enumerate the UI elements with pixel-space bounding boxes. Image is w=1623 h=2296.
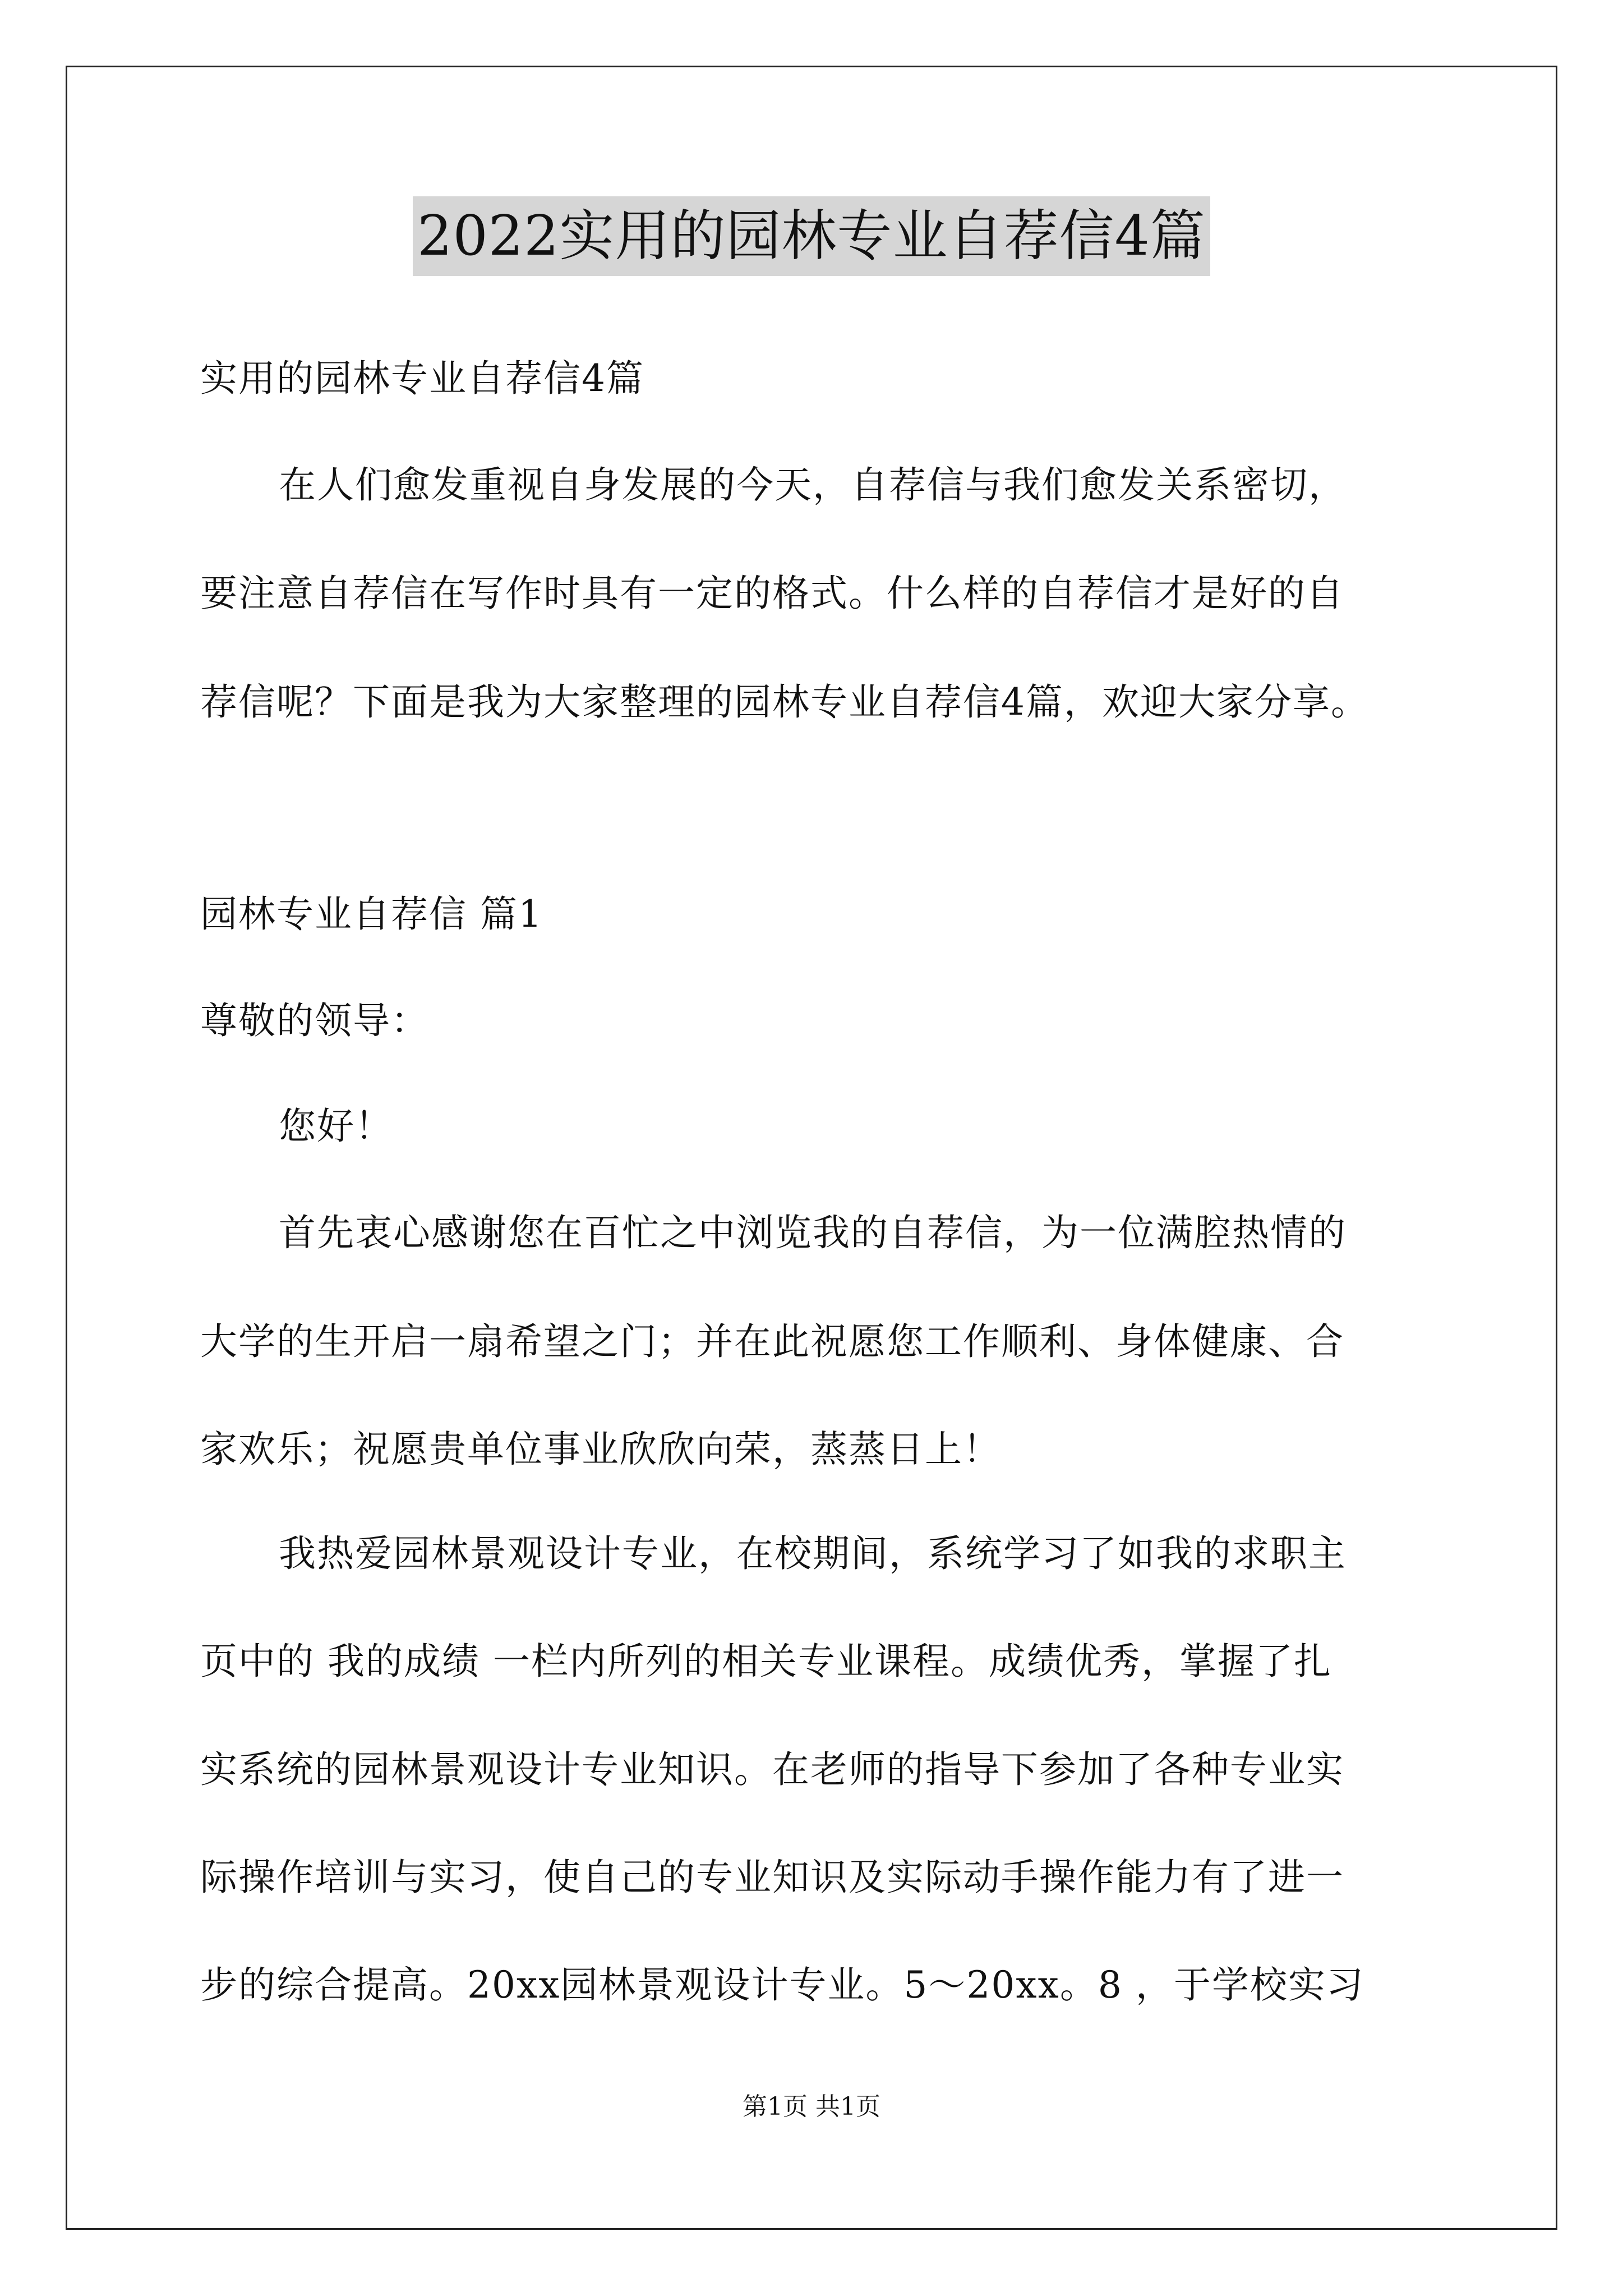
salutation: 尊敬的领导： xyxy=(200,999,429,1042)
page-footer: 第1页 共1页 xyxy=(743,2092,880,2121)
para2-line-1: 我热爱园林景观设计专业，在校期间，系统学习了如我的求职主 xyxy=(279,1532,1347,1575)
intro-line-1: 在人们愈发重视自身发展的今天，自荐信与我们愈发关系密切， xyxy=(279,463,1347,507)
title-wrap xyxy=(0,196,1623,276)
para1-line-3: 家欢乐；祝愿贵单位事业欣欣向荣，蒸蒸日上！ xyxy=(200,1428,1001,1471)
intro-line-3: 荐信呢？下面是我为大家整理的园林专业自荐信4篇，欢迎大家分享。 xyxy=(200,680,1369,724)
intro-line-2: 要注意自荐信在写作时具有一定的格式。什么样的自荐信才是好的自 xyxy=(200,572,1344,615)
para2-line-4: 际操作培训与实习，使自己的专业知识及实际动手操作能力有了进一 xyxy=(200,1856,1344,1899)
section-heading: 园林专业自荐信 篇1 xyxy=(200,892,543,936)
para2-line-3: 实系统的园林景观设计专业知识。在老师的指导下参加了各种专业实 xyxy=(200,1748,1344,1791)
para2-line-5: 步的综合提高。20xx园林景观设计专业。5～20xx。8 ，于学校实习 xyxy=(200,1963,1364,2007)
document-subtitle: 实用的园林专业自荐信4篇 xyxy=(200,357,644,400)
para1-line-2: 大学的生开启一扇希望之门；并在此祝愿您工作顺利、身体健康、合 xyxy=(200,1320,1344,1363)
greeting: 您好！ xyxy=(279,1105,393,1148)
document-title: 2022实用的园林专业自荐信4篇 xyxy=(413,196,1210,276)
para2-line-2: 页中的 我的成绩 一栏内所列的相关专业课程。成绩优秀，掌握了扎 xyxy=(200,1640,1332,1683)
para1-line-1: 首先衷心感谢您在百忙之中浏览我的自荐信，为一位满腔热情的 xyxy=(279,1211,1347,1254)
